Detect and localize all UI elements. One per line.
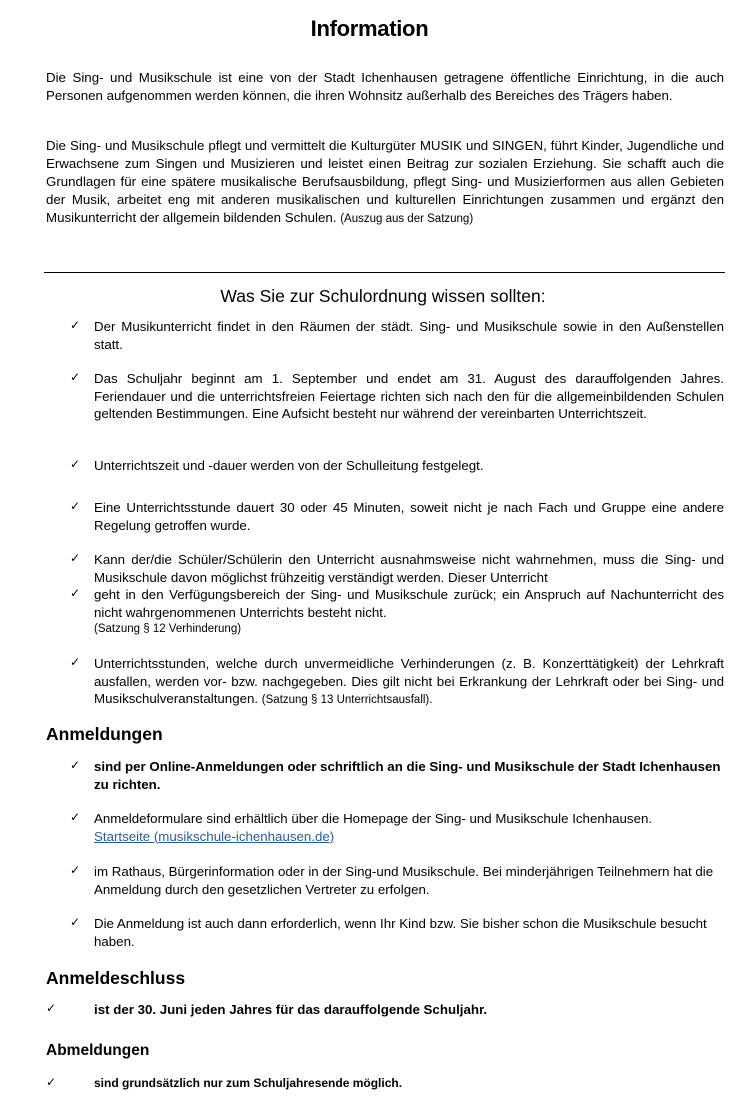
list-item-body: Anmeldeformulare sind erhältlich über die Homepage der Sing- und Musikschule Ichenhausen. <box>94 811 653 826</box>
list-item-text: Der Musikunterricht findet in den Räumen der städt. Sing- und Musikschule sowie in den Außenstellen statt. <box>94 319 724 352</box>
list-item-body: geht in den Verfügungsbereich der Sing- und Musikschule zurück; ein Anspruch auf Nachunterricht des nicht wahrgenommenen Unterrichts besteht nicht. <box>94 587 724 620</box>
list-item-text: ist der 30. Juni jeden Jahres für das darauffolgende Schuljahr. <box>94 1002 488 1017</box>
intro-paragraph-2 <box>46 137 724 228</box>
checkmark-icon: ✓ <box>70 499 81 513</box>
list-item-text: sind per Online-Anmeldungen oder schriftlich an die Sing- und Musikschule der Stadt Ichenhausen zu richten. <box>94 759 721 792</box>
list-item-text: Die Anmeldung ist auch dann erforderlich, wenn Ihr Kind bzw. Sie bisher schon die Musikschule besucht haben. <box>94 916 707 949</box>
intro-paragraph-2-text: Die Sing- und Musikschule pflegt und vermittelt die Kulturgüter MUSIK und SINGEN, führt Kinder, Jugendliche und Erwachsene zum Singen und Musizieren und leistet einen Beitrag zur sozialen Erziehung. Sie schafft auch die Grundlagen für eine spätere musikalische Berufsausbildung, pflegt Sing- und Musizierformen aus allen Gebieten der Musik, arbeitet eng mit anderen musikalischen und kulturellen Einrichtungen zusammen und ergänzt den Musikunterricht der allgemein bildenden Schulen. <box>46 138 724 225</box>
list-item-note: (Satzung § 13 Unterrichtsausfall). <box>261 694 433 706</box>
intro-source-note: (Auszug aus der Satzung) <box>340 213 474 225</box>
page-title: Information <box>310 16 429 41</box>
list-item-text: Unterrichtszeit und -dauer werden von der Schulleitung festgelegt. <box>94 458 484 473</box>
checkmark-icon: ✓ <box>70 586 81 600</box>
checkmark-icon: ✓ <box>70 370 81 384</box>
checkmark-icon: ✓ <box>70 915 81 929</box>
anmeldungen-heading: Anmeldungen <box>46 724 163 744</box>
list-item-text: Das Schuljahr beginnt am 1. September und endet am 31. August des darauffolgenden Jahres. Feriendauer und die unterrichtsfreien Feiertage richten sich nach den für die allgemeinbildenden Schulen geltenden Bestimmungen. Eine Aufsicht besteht nur während der vereinbarten Unterrichtszeit. <box>94 371 724 421</box>
checkmark-icon: ✓ <box>70 758 81 772</box>
checkmark-icon: ✓ <box>70 863 81 877</box>
checkmark-icon: ✓ <box>70 551 81 565</box>
checkmark-icon: ✓ <box>70 810 81 824</box>
abmeldungen-heading: Abmeldungen <box>46 1042 150 1059</box>
list-item-text: im Rathaus, Bürgerinformation oder in der Sing-und Musikschule. Bei minderjährigen Teilnehmern hat die Anmeldung durch den gesetzlichen Vertreter zu erfolgen. <box>94 864 714 897</box>
list-item-text <box>94 810 724 845</box>
schulordnung-heading: Was Sie zur Schulordnung wissen sollten: <box>220 286 546 306</box>
intro-paragraph-1 <box>46 69 724 105</box>
checkmark-icon: ✓ <box>70 655 81 669</box>
list-item-text <box>94 586 724 639</box>
section-divider <box>44 272 725 273</box>
intro-paragraph-1-text: Die Sing- und Musikschule ist eine von der Stadt Ichenhausen getragene öffentliche Einrichtung, in die auch Personen aufgenommen werden können, die ihren Wohnsitz außerhalb des Bereiches des Trägers haben. <box>46 70 724 103</box>
list-item-text: Eine Unterrichtsstunde dauert 30 oder 45 Minuten, soweit nicht je nach Fach und Gruppe eine andere Regelung getroffen wurde. <box>94 500 724 533</box>
list-item-body: Unterrichtsstunden, welche durch unvermeidliche Verhinderungen (z. B. Konzerttätigkeit) der Lehrkraft ausfallen, werden vor- bzw. nachgegeben. Dies gilt nicht bei Erkrankung der Lehrkraft oder bei Sing- und Musikschulveranstaltungen. <box>94 656 724 706</box>
checkmark-icon: ✓ <box>46 1075 57 1089</box>
checkmark-icon: ✓ <box>46 1001 57 1015</box>
anmeldeschluss-heading: Anmeldeschluss <box>46 968 186 988</box>
checkmark-icon: ✓ <box>70 318 81 332</box>
checkmark-icon: ✓ <box>70 457 81 471</box>
homepage-link[interactable]: Startseite (musikschule-ichenhausen.de) <box>94 828 335 844</box>
list-item-text: sind grundsätzlich nur zum Schuljahresende möglich. <box>94 1076 403 1090</box>
list-item-text <box>94 655 724 710</box>
list-item-note: (Satzung § 12 Verhinderung) <box>94 623 242 635</box>
list-item-text: Kann der/die Schüler/Schülerin den Unterricht ausnahmsweise nicht wahrnehmen, muss die Sing- und Musikschule davon möglichst frühzeitig verständigt werden. Dieser Unterricht <box>94 552 724 585</box>
